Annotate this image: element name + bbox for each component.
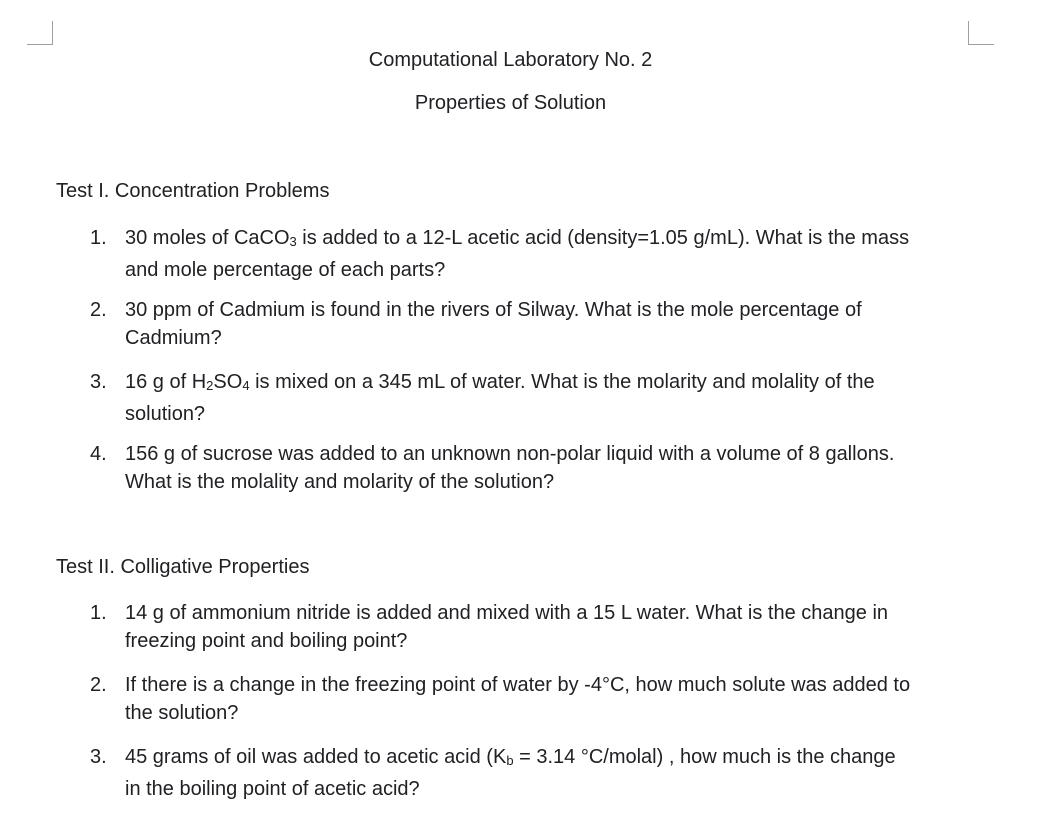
test1-question-list <box>0 224 1048 512</box>
text-run: = 3.14 °C/molal) , how much is the change <box>513 746 896 768</box>
question-text <box>125 743 970 803</box>
question-line-1 <box>125 743 970 775</box>
question-text <box>125 599 970 655</box>
question-line-1 <box>125 224 970 256</box>
question-line-2: in the boiling point of acetic acid? <box>125 778 420 800</box>
question-line-1: If there is a change in the freezing point of water by -4°C, how much solute was added to <box>125 674 911 696</box>
page-corner-mark-right <box>968 21 994 45</box>
question-number: 3. <box>90 746 107 768</box>
question-number: 4. <box>90 443 107 465</box>
test1-question-2 <box>0 296 1048 368</box>
subscript: 4 <box>242 378 250 393</box>
text-run: 30 moles of CaCO <box>125 227 290 249</box>
question-line-1 <box>125 368 970 400</box>
test1-question-1 <box>0 224 1048 296</box>
test2-question-2 <box>0 671 1048 743</box>
question-number: 1. <box>90 227 107 249</box>
text-run: SO <box>213 371 243 393</box>
question-line-2: What is the molality and molarity of the solution? <box>125 471 555 493</box>
test2-question-list <box>0 599 1048 815</box>
subscript: b <box>506 753 514 768</box>
question-number: 3. <box>90 371 107 393</box>
text-run: 16 g of H <box>125 371 207 393</box>
question-text <box>125 224 970 284</box>
text-run: is added to a 12-L acetic acid (density=1.05 g/mL). What is the mass <box>296 227 910 249</box>
text-run: is mixed on a 345 mL of water. What is the molarity and molality of the <box>249 371 875 393</box>
question-number: 2. <box>90 299 107 321</box>
question-text <box>125 296 970 352</box>
question-line-2: freezing point and boiling point? <box>125 630 408 652</box>
question-line-2: solution? <box>125 403 206 425</box>
question-text <box>125 671 970 727</box>
test1-question-3 <box>0 368 1048 440</box>
question-line-2: the solution? <box>125 702 239 724</box>
question-line-1: 156 g of sucrose was added to an unknown non-polar liquid with a volume of 8 gallons. <box>125 443 895 465</box>
test2-heading: Test II. Colligative Properties <box>56 556 310 578</box>
test2-question-1 <box>0 599 1048 671</box>
question-text <box>125 368 970 428</box>
question-line-1: 14 g of ammonium nitride is added and mixed with a 15 L water. What is the change in <box>125 602 889 624</box>
test1-question-4 <box>0 440 1048 512</box>
subscript: 3 <box>289 234 297 249</box>
document-title: Computational Laboratory No. 2 <box>368 49 653 71</box>
page-corner-mark-left <box>27 21 53 45</box>
question-line-1: 30 ppm of Cadmium is found in the rivers of Silway. What is the mole percentage of <box>125 299 862 321</box>
question-text <box>125 440 970 496</box>
question-number: 1. <box>90 602 107 624</box>
test2-question-3 <box>0 743 1048 815</box>
question-line-2: and mole percentage of each parts? <box>125 259 446 281</box>
text-run: 45 grams of oil was added to acetic acid (K <box>125 746 507 768</box>
test1-heading: Test I. Concentration Problems <box>56 180 330 202</box>
question-number: 2. <box>90 674 107 696</box>
question-line-2: Cadmium? <box>125 327 222 349</box>
document-subtitle: Properties of Solution <box>414 92 607 114</box>
subscript: 2 <box>206 378 214 393</box>
